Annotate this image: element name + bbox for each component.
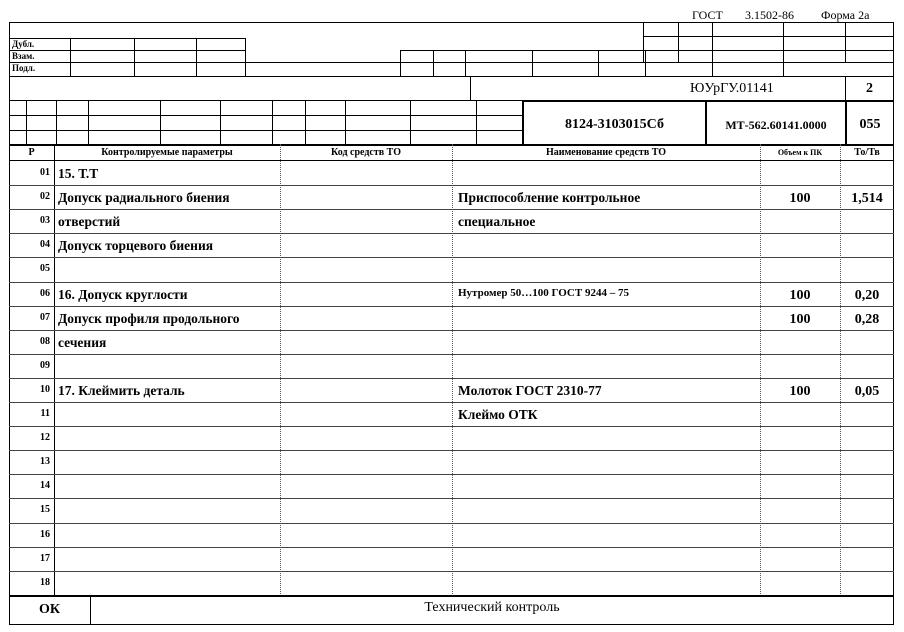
podl-label: Подл. — [12, 63, 36, 73]
row-number: 03 — [40, 215, 50, 227]
row-divider — [9, 257, 894, 258]
row-tool-name: Клеймо ОТК — [458, 407, 538, 422]
table-row — [9, 498, 894, 522]
row-number: 07 — [40, 311, 50, 323]
row-number: 01 — [40, 167, 50, 178]
row-time: 0,05 — [854, 383, 880, 399]
row-divider — [9, 450, 894, 451]
row-parameter: сечения — [58, 334, 107, 350]
table-row — [9, 282, 894, 306]
table-row — [9, 402, 894, 426]
row-divider — [9, 402, 894, 403]
row-divider — [9, 233, 894, 234]
footer-title: Технический контроль — [424, 600, 560, 615]
row-parameter: 15. Т.Т — [58, 166, 99, 181]
table-row — [9, 233, 894, 257]
row-number: 04 — [40, 239, 50, 251]
table-row — [9, 474, 894, 498]
row-time: 1,514 — [851, 191, 883, 207]
item-code: МТ-562.60141.0000 — [725, 118, 827, 132]
col-name-header: Наименование средств ТО — [545, 147, 667, 158]
row-divider — [9, 498, 894, 499]
row-number: 05 — [40, 263, 50, 275]
row-divider — [9, 185, 894, 186]
table-row — [9, 450, 894, 474]
row-parameter: 17. Клеймить деталь — [58, 382, 185, 398]
table-row — [9, 185, 894, 209]
table-row — [9, 209, 894, 233]
row-parameter: Допуск радиального биения — [58, 190, 230, 206]
row-number: 14 — [40, 480, 50, 492]
row-number: 18 — [40, 576, 50, 588]
row-divider — [9, 571, 894, 572]
row-number: 12 — [40, 432, 50, 444]
row-number: 02 — [40, 191, 50, 203]
row-parameter: Допуск торцевого биения — [58, 238, 214, 254]
table-row — [9, 547, 894, 571]
col-code-header: Код средств ТО — [331, 147, 401, 158]
row-number: 15 — [40, 504, 50, 516]
row-number: 06 — [40, 287, 50, 299]
dubl-label: Дубл. — [12, 39, 35, 49]
vzam-label: Взам. — [12, 51, 35, 61]
row-parameter: отверстий — [58, 214, 121, 230]
row-divider — [9, 426, 894, 427]
row-divider — [9, 474, 894, 475]
row-divider — [9, 547, 894, 548]
row-divider — [9, 523, 894, 524]
col-time-header: То/Тв — [854, 147, 880, 158]
row-time: 0,28 — [854, 311, 880, 327]
row-divider — [9, 354, 894, 355]
sheet-number: 2 — [866, 81, 873, 96]
row-volume: 100 — [789, 191, 811, 207]
row-volume: 100 — [789, 287, 811, 303]
row-tool-name: Нутромер 50…100 ГОСТ 9244 – 75 — [458, 286, 629, 299]
row-number: 11 — [40, 408, 50, 419]
row-volume: 100 — [789, 311, 811, 327]
org-code: ЮУрГУ.01141 — [690, 81, 774, 96]
row-divider — [9, 330, 894, 331]
footer-code: ОК — [38, 602, 61, 617]
table-row — [9, 306, 894, 330]
table-row — [9, 378, 894, 402]
table-row — [9, 571, 894, 595]
row-divider — [9, 209, 894, 210]
gost-number: 3.1502-86 — [745, 8, 794, 22]
row-divider — [9, 378, 894, 379]
row-tool-name: Молоток ГОСТ 2310-77 — [458, 382, 602, 398]
table-row — [9, 354, 894, 378]
row-divider — [9, 282, 894, 283]
row-number: 10 — [40, 383, 50, 395]
gost-label: ГОСТ — [692, 8, 723, 22]
row-volume: 100 — [789, 383, 811, 399]
operation-number: 055 — [859, 117, 881, 132]
row-number: 17 — [40, 552, 50, 564]
row-parameter: Допуск профиля продольного — [58, 310, 240, 326]
row-number: 08 — [40, 335, 50, 347]
table-row — [9, 161, 894, 185]
table-row — [9, 257, 894, 281]
form-label: Форма 2а — [821, 8, 870, 22]
row-number: 16 — [40, 528, 50, 540]
row-parameter: 16. Допуск круглости — [58, 286, 188, 302]
col-volume-header: Объем к ПК — [777, 148, 823, 157]
row-number: 09 — [40, 359, 50, 371]
row-tool-name: специальное — [458, 214, 536, 230]
row-number: 13 — [40, 456, 50, 468]
document-code: 8124-3103015Сб — [565, 117, 664, 132]
col-r-header: Р — [28, 147, 35, 158]
table-row — [9, 330, 894, 354]
row-time: 0,20 — [854, 287, 880, 303]
table-row — [9, 426, 894, 450]
row-tool-name: Приспособление контрольное — [458, 190, 641, 206]
row-divider — [9, 306, 894, 307]
table-row — [9, 523, 894, 547]
col-params-header: Контролируемые параметры — [101, 147, 233, 158]
